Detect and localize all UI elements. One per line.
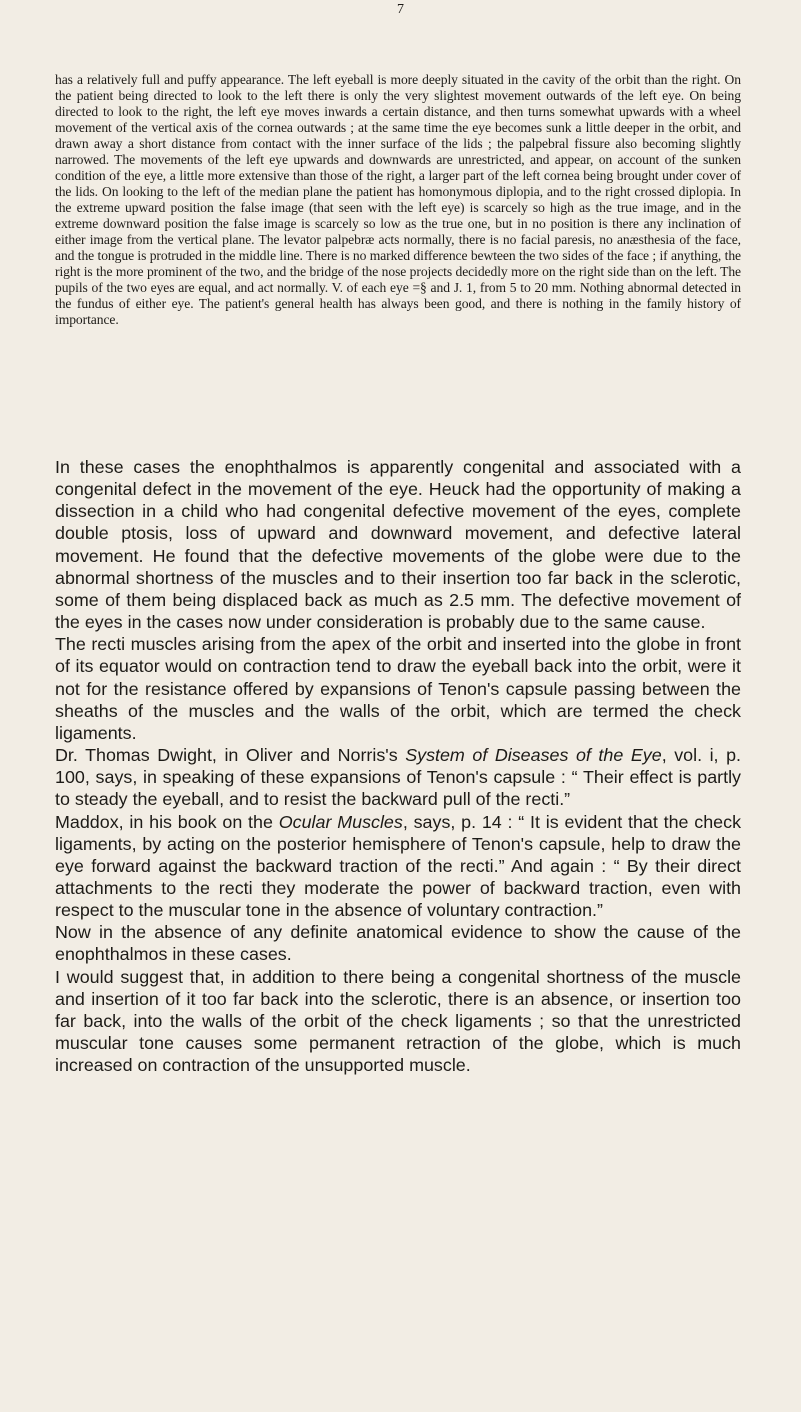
paragraph-enophthalmos-congenital: In these cases the enophthalmos is apparently congenital and associated with a congenital defect in the movement of the eye. Heuck had the opportunity of making a dissection in a child who had congenital defective movement of the eyes, complete double ptosis, loss of upward and downward movement, and defective lateral movement. He found that the defective movements of the globe were due to the abnormal shortness of the muscles and to their insertion too far back in the sclerotic, some of them being displaced back as much as 2.5 mm. The defective movement of the eyes in the cases now under consideration is probably due to the same cause. (55, 457, 741, 633)
paragraph-maddox-quote (55, 811, 741, 922)
paragraph-dwight-quote (55, 744, 741, 810)
main-body-text (55, 456, 741, 1076)
maddox-book-title: Ocular Muscles (278, 811, 403, 832)
dwight-book-title: System of Diseases of the Eye (405, 745, 662, 766)
case-description-paragraph: has a relatively full and puffy appearance. The left eyeball is more deeply situated in the cavity of the orbit than the right. On the patient being directed to look to the left there is only the very slightest movement outwards of the left eye. On being directed to look to the right, the left eye moves inwards a certain distance, and then turns somewhat upwards with a wheel movement of the vertical axis of the cornea outwards ; at the same time the eye becomes sunk a little deeper in the orbit, and drawn away a short distance from contact with the inner surface of the lids ; the palpebral fissure also becoming slightly narrowed. The movements of the left eye upwards and downwards are unrestricted, and appear, on account of the sunken condition of the eye, a little more extensive than those of the right, a larger part of the left cornea being brought under cover of the lids. On looking to the left of the median plane the patient has homonymous diplopia, and to the right crossed diplopia. In the extreme upward position the false image (that seen with the left eye) is scarcely so high as the true image, and in the extreme downward position the false image is scarcely so low as the true one, but in no position is there any inclination of either image from the vertical plane. The levator palpebræ acts normally, there is no facial paresis, no anæsthesia of the face, and the tongue is protruded in the middle line. There is no marked difference bewteen the two sides of the face ; if anything, the right is the more prominent of the two, and the bridge of the nose projects decidedly more on the right side than on the left. The pupils of the two eyes are equal, and act normally. V. of each eye =§ and J. 1, from 5 to 20 mm. Nothing abnormal detected in the fundus of either eye. The patient's general health has always been good, and there is nothing in the family history of importance. (55, 72, 741, 327)
maddox-quote-after: , says, p. 14 : “ It is evident that the check ligaments, by acting on the posterior hemisphere of Tenon's capsule, help to draw the eye forward against the backward traction of the recti.” And again : “ By their direct attachments to the recti they moderate the power of backward traction, even with respect to the muscular tone in the absence of voluntary contraction.” (55, 811, 742, 921)
dwight-quote-before: Dr. Thomas Dwight, in Oliver and Norris's (55, 745, 406, 766)
maddox-quote-before: Maddox, in his book on the (55, 811, 279, 832)
dwight-quote-after: , vol. i, p. 100, says, in speaking of these expansions of Tenon's capsule : “ Their effect is partly to steady the eyeball, and to resist the backward pull of the recti.” (55, 745, 741, 810)
paragraph-suggestion: I would suggest that, in addition to there being a congenital shortness of the muscle and insertion of it too far back into the sclerotic, there is an absence, or insertion too far back, into the walls of the orbit of the check ligaments ; so that the unrestricted muscular tone causes some permanent retraction of the globe, which is much increased on contraction of the unsupported muscle. (55, 966, 741, 1076)
paragraph-recti-muscles: The recti muscles arising from the apex of the orbit and inserted into the globe in front of its equator would on contraction tend to draw the eyeball back into the orbit, were it not for the resistance offered by expansions of Tenon's capsule passing between the sheaths of the muscles and the walls of the orbit, which are termed the check ligaments. (55, 634, 741, 743)
page-number: 7 (397, 2, 404, 17)
paragraph-anatomical-evidence: Now in the absence of any definite anatomical evidence to show the cause of the enophthalmos in these cases. (55, 922, 741, 965)
case-description-text (55, 72, 741, 328)
